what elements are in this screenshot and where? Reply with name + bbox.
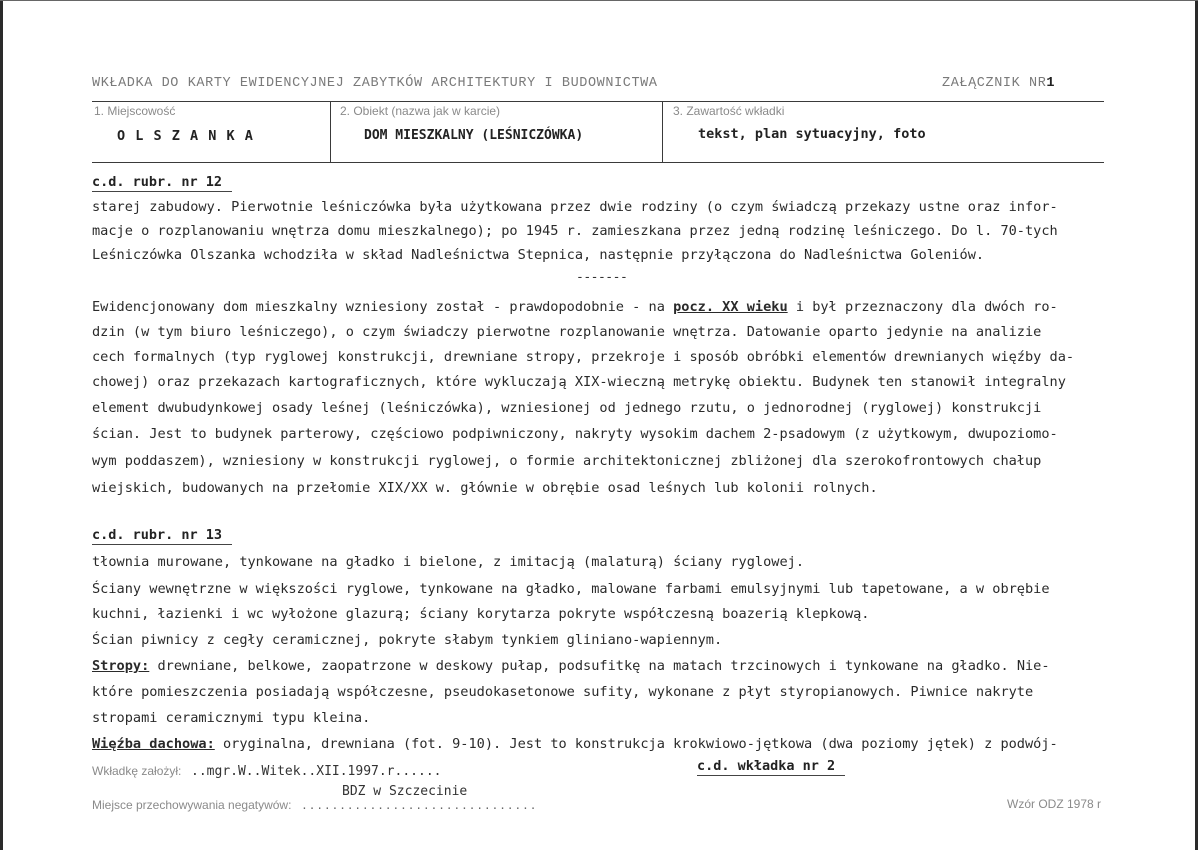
wiezba-text: oryginalna, drewniana (fot. 9-10). Jest to konstrukcja krokwiowo-jętkowa (dwa poziomy jętek) z podwój- xyxy=(214,736,1058,752)
location-value: O L S Z A N K A xyxy=(117,128,254,144)
section-12-p2-line-4: chowej) oraz przekazach kartograficznych, które wykluczają XIX-wieczną metrykę obiektu. Budynek ten stanowił integralny xyxy=(92,374,1066,390)
wiezba-label: Więźba dachowa: xyxy=(92,736,215,752)
stropy-line-2: które pomieszczenia posiadają współczesne, pseudokasetonowe sufity, wykonane z płyt styropianowych. Piwnice nakryte xyxy=(92,684,1034,700)
dating-emphasis: pocz. XX wieku xyxy=(673,299,788,315)
contents-label: 3. Zawartość wkładki xyxy=(673,104,785,118)
top-edge xyxy=(0,0,1198,1)
stropy-label: Stropy: xyxy=(92,658,150,674)
continuation-note: c.d. wkładka nr 2 xyxy=(697,758,836,774)
section-12-line-1: starej zabudowy. Pierwotnie leśniczówka była użytkowana przez dwie rodziny (o czym świadczą przekazy ustne oraz infor- xyxy=(92,199,1058,215)
section-13-heading: c.d. rubr. nr 13 xyxy=(92,527,223,543)
stropy-text: drewniane, belkowe, zaopatrzone w deskowy pułap, podsufitkę na matach trzcinowych i tynkowane na gładko. Nie- xyxy=(149,658,1050,674)
section-12-p2-line-5: element dwubudynkowej osady leśnej (leśniczówka), wzniesionej od jednego rzutu, o jednorodnej (ryglowej) konstrukcji xyxy=(92,400,1042,416)
section-12-heading-underline xyxy=(92,191,232,192)
section-12-p2-line-3: cech formalnych (typ ryglowej konstrukcji, drewniane stropy, przekroje i sposób obróbki elementów drewnianych więźby da- xyxy=(92,349,1075,365)
negatives-value: BDZ w Szczecinie xyxy=(342,784,468,799)
header-rule-bottom xyxy=(92,162,1104,163)
annex-text: ZAŁĄCZNIK NR xyxy=(942,76,1047,91)
negatives-label: Miejsce przechowywania negatywów: xyxy=(92,798,292,812)
object-label: 2. Obiekt (nazwa jak w karcie) xyxy=(340,104,501,118)
prepared-by xyxy=(92,760,441,779)
contents-value: tekst, plan sytuacyjny, foto xyxy=(698,126,926,142)
header-divider-2 xyxy=(662,101,663,162)
negatives-dots: ............................... xyxy=(301,799,538,812)
document-title: WKŁADKA DO KARTY EWIDENCYJNEJ ZABYTKÓW ARCHITEKTURY I BUDOWNICTWA xyxy=(92,76,658,91)
header-rule-top xyxy=(92,101,1104,102)
section-12-heading: c.d. rubr. nr 12 xyxy=(92,174,223,190)
section-13-heading-underline xyxy=(92,544,232,545)
section-13-line-4: Ścian piwnicy z cegły ceramicznej, pokryte słabym tynkiem gliniano-wapiennym. xyxy=(92,632,723,648)
location-label: 1. Miejscowość xyxy=(94,104,176,118)
stropy-line-1 xyxy=(92,653,1050,679)
wiezba-line-1 xyxy=(92,731,1058,757)
section-separator: ------- xyxy=(576,270,628,285)
form-template-id: Wzór ODZ 1978 r xyxy=(1007,797,1102,811)
section-12-p2-line-2: dzin (w tym biuro leśniczego), o czym świadczy pierwotne rozplanowanie wnętrza. Datowanie oparto jedynie na analizie xyxy=(92,324,1042,340)
section-13-line-2: Ściany wewnętrzne w większości ryglowe, tynkowane na gładko, malowane farbami emulsyjnymi lub tapetowane, a w obrębie xyxy=(92,581,1050,597)
section-12-line-3: Leśniczówka Olszanka wchodziła w skład Nadleśnictwa Stepnica, następnie przyłączona do Nadleśnictwa Goleniów. xyxy=(92,247,985,263)
section-12-line-2: macje o rozplanowaniu wnętrza domu mieszkalnego); po 1945 r. zamieszkana przez jedną rodzinę leśniczego. Do l. 70-tych xyxy=(92,223,1058,239)
section-12-p2-line-8: wiejskich, budowanych na przełomie XIX/XX w. głównie w obrębie osad leśnych lub kolonii rolnych. xyxy=(92,480,878,496)
annex-label xyxy=(942,76,1055,91)
continuation-underline xyxy=(697,775,845,776)
annex-number: 1 xyxy=(1046,76,1056,91)
negatives-location xyxy=(92,794,537,813)
section-13-line-1: tłownia murowane, tynkowane na gładko i bielone, z imitacją (malaturą) ściany ryglowej. xyxy=(92,554,805,570)
stropy-line-3: stropami ceramicznymi typu kleina. xyxy=(92,710,371,726)
header-divider-1 xyxy=(330,101,331,162)
section-12-p2-line-7: wym poddaszem), wzniesiony w konstrukcji ryglowej, o formie architektonicznej zbliżonej dla szerokofrontowych chałup xyxy=(92,453,1042,469)
section-13-line-3: kuchni, łazienki i wc wyłożone glazurą; ściany korytarza pokryte współczesną boazerią klepkową. xyxy=(92,606,870,622)
object-value: DOM MIESZKALNY (LEŚNICZÓWKA) xyxy=(364,128,584,143)
p2-line-1-before: Ewidencjonowany dom mieszkalny wzniesiony został - prawdopodobnie - na xyxy=(92,299,674,315)
section-12-p2-line-6: ścian. Jest to budynek parterowy, częściowo podpiwniczony, nakryty wysokim dachem 2-psadowym (z użytkowym, dwupoziomo- xyxy=(92,426,1058,442)
prepared-value: ..mgr.W..Witek..XII.1997.r...... xyxy=(191,764,442,779)
prepared-label: Wkładkę założył: xyxy=(92,764,182,778)
section-12-p2-line-1 xyxy=(92,294,1058,320)
p2-line-1-after: i był przeznaczony dla dwóch ro- xyxy=(787,299,1058,315)
